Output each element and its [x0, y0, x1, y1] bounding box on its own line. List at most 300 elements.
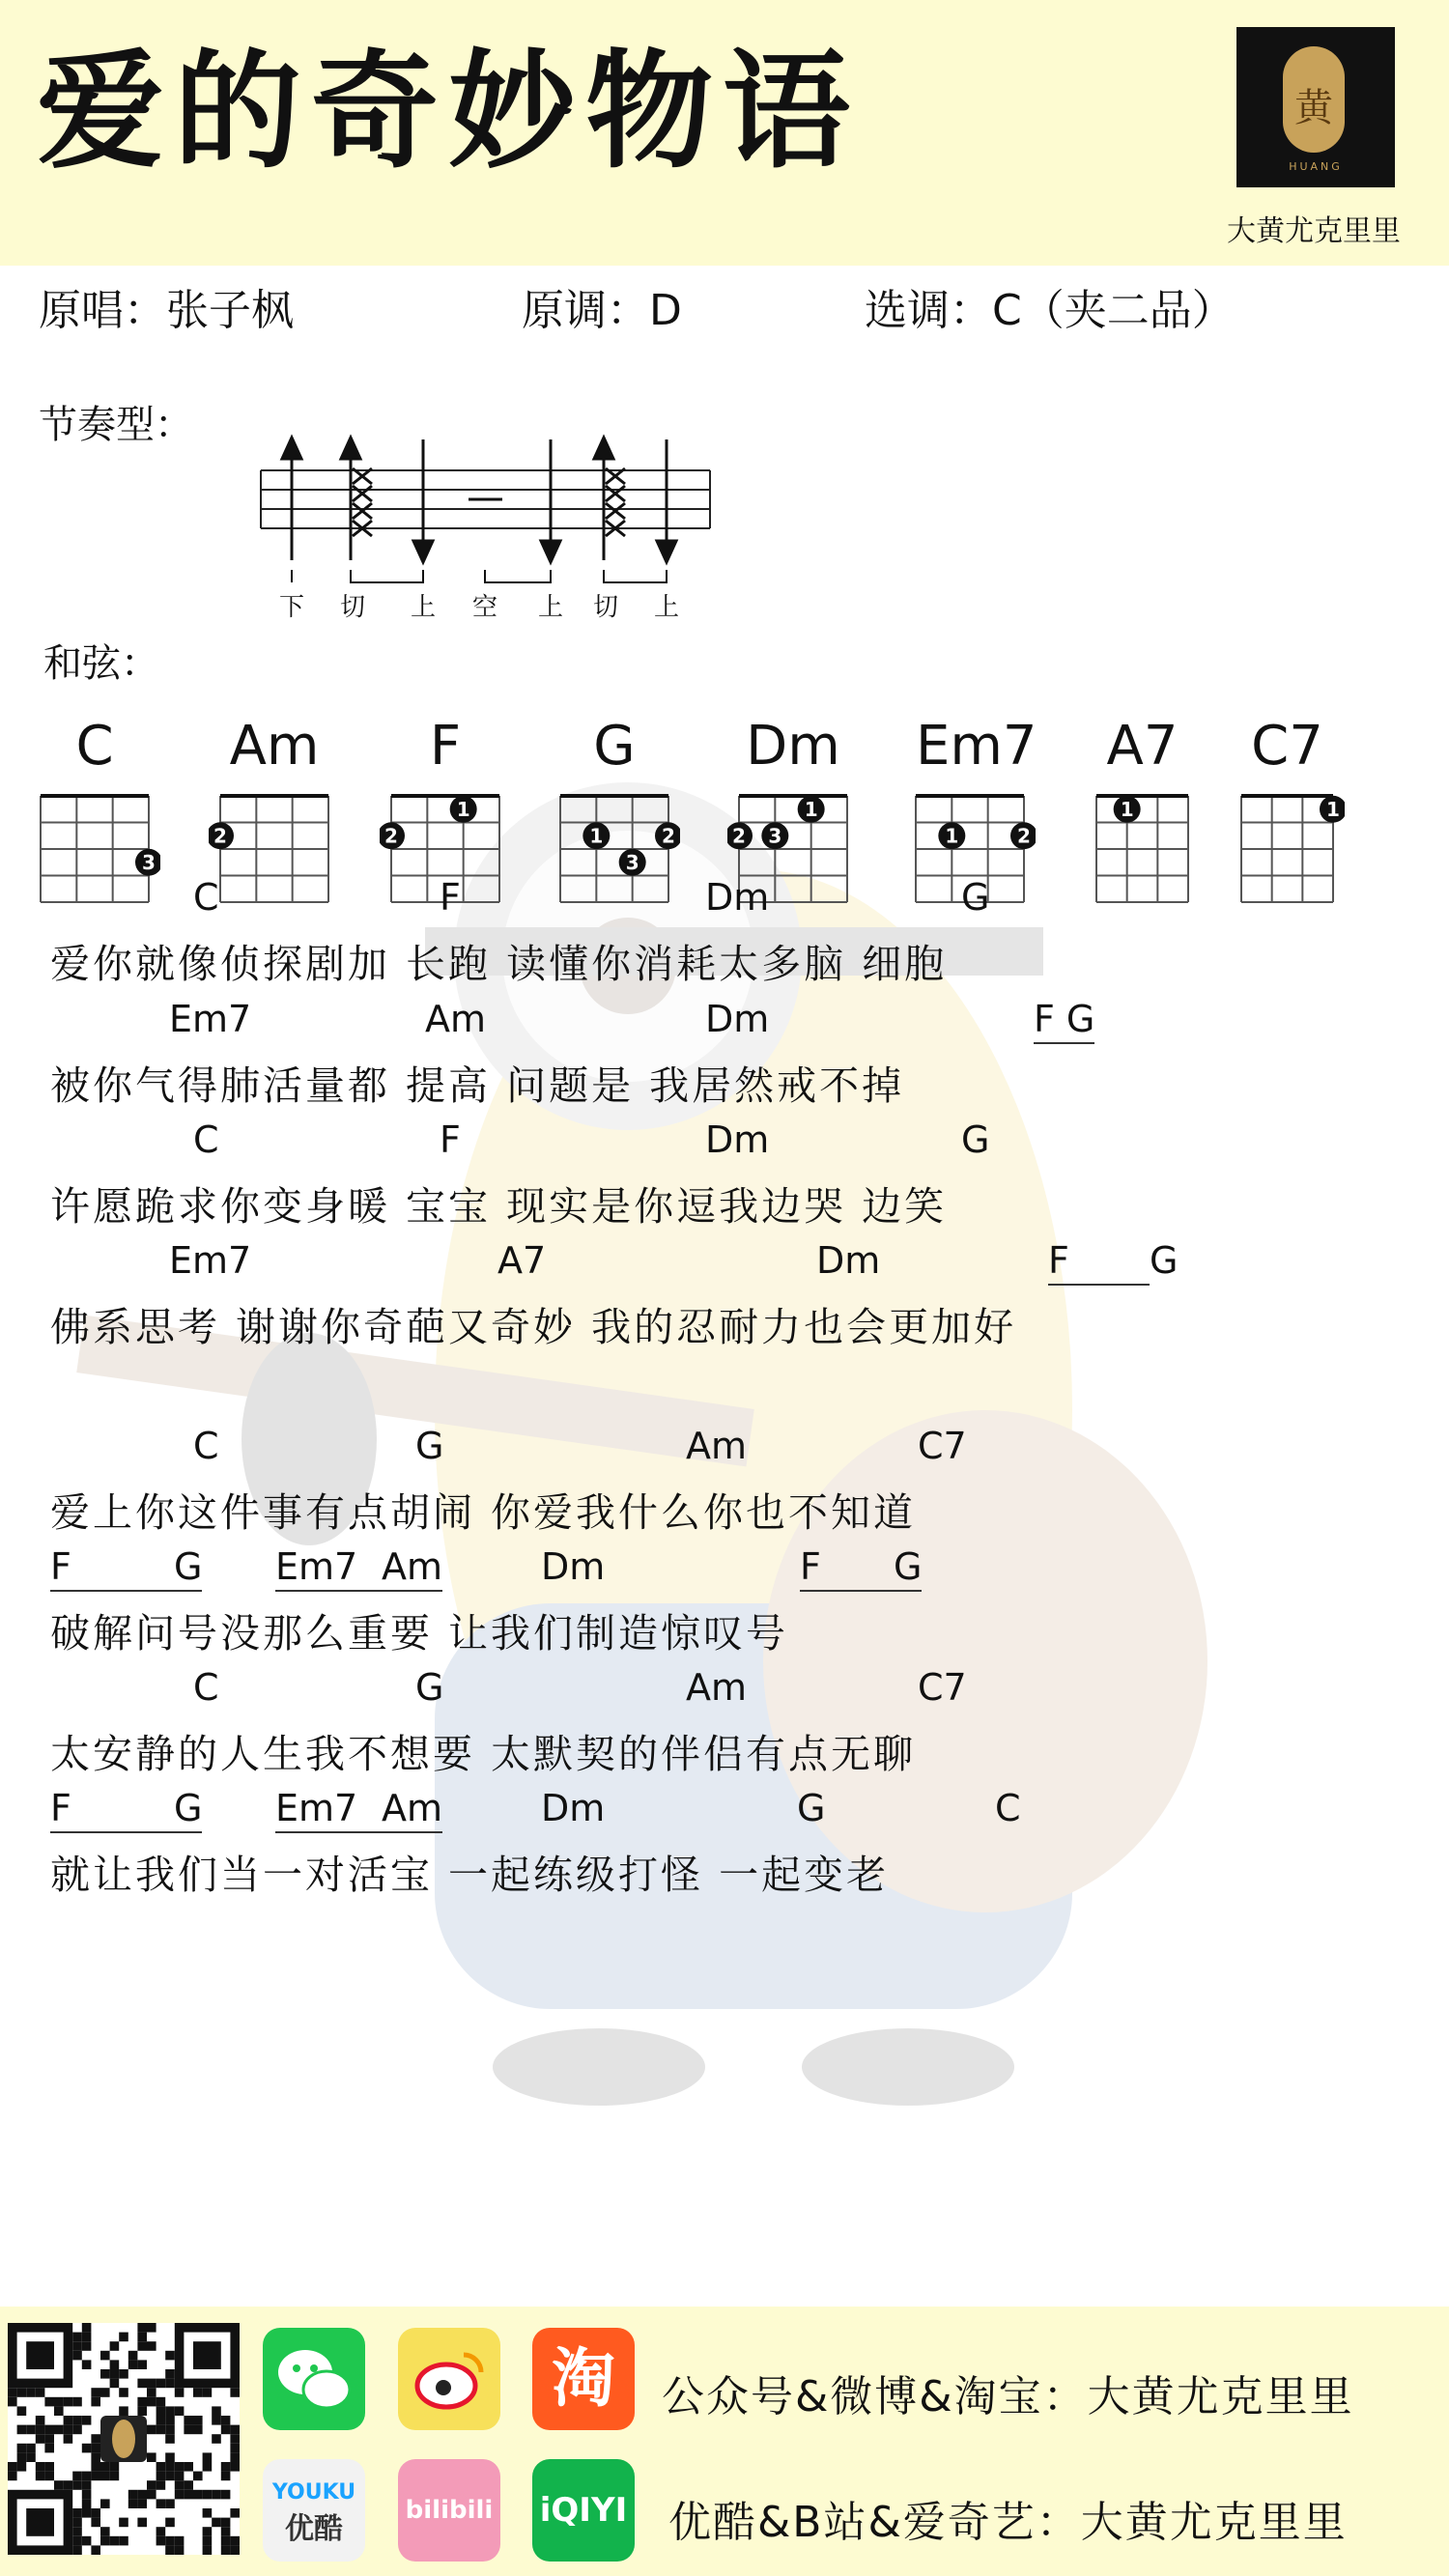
qr-module: [137, 2499, 147, 2508]
qr-module: [203, 2490, 213, 2500]
chord-mark: Em7: [275, 1787, 382, 1833]
chord-name-a7: A7: [1106, 715, 1179, 778]
qr-module: [17, 2388, 27, 2397]
finger-dot: [1010, 822, 1036, 849]
chord-mark: G: [174, 1787, 202, 1833]
qr-module: [175, 2545, 185, 2555]
qr-module: [203, 2536, 213, 2546]
chord-mark: Em7: [169, 1239, 252, 1282]
finger-dot: [450, 796, 477, 823]
chord-mark: F: [440, 876, 461, 919]
qr-module: [221, 2425, 231, 2435]
qr-module: [54, 2406, 64, 2416]
chord-mark: C7: [918, 1666, 967, 1709]
qr-module: [82, 2341, 92, 2351]
qr-module: [82, 2333, 92, 2342]
qr-module: [119, 2369, 128, 2379]
qr-module: [165, 2545, 175, 2555]
chord-mark: F: [800, 1545, 894, 1592]
qr-module: [82, 2508, 92, 2518]
qr-module: [156, 2527, 166, 2536]
qr-module: [110, 2341, 120, 2351]
rhythm-step: 上: [537, 593, 564, 622]
qr-module: [8, 2388, 17, 2397]
chord-mark: Dm: [705, 998, 770, 1040]
qr-module: [137, 2397, 147, 2407]
lyric-line: 许愿跪求你变身暖 宝宝 现实是你逗我边哭 边笑: [50, 1183, 948, 1230]
qr-module: [26, 2388, 36, 2397]
finger-number: 3: [625, 850, 639, 874]
qr-module: [91, 2518, 100, 2528]
chord-name-dm: Dm: [746, 715, 840, 778]
qr-module: [137, 2360, 147, 2369]
rhythm-step: 空: [471, 593, 498, 622]
qr-module: [212, 2406, 221, 2416]
qr-module: [156, 2406, 166, 2416]
qr-module: [230, 2434, 240, 2444]
chord-mark: C7: [918, 1425, 967, 1467]
qr-module: [17, 2406, 27, 2416]
qr-module: [230, 2388, 240, 2397]
qr-module: [72, 2425, 82, 2435]
chord-mark: F G: [1034, 998, 1094, 1044]
qr-module: [203, 2388, 213, 2397]
finger-number: 1: [1120, 797, 1134, 821]
qr-module: [193, 2490, 203, 2500]
qr-module: [175, 2462, 185, 2472]
finger-number: 2: [732, 824, 746, 848]
qr-module: [72, 2351, 82, 2361]
qr-module: [137, 2379, 147, 2389]
qr-module: [221, 2545, 231, 2555]
rhythm-label: 节奏型：: [39, 403, 193, 447]
chord-diagram-am: [209, 784, 340, 914]
qr-module: [26, 2444, 36, 2453]
qr-module: [72, 2508, 82, 2518]
chord-mark: A7: [497, 1239, 547, 1282]
rhythm-pattern: [256, 430, 720, 623]
qr-module: [165, 2518, 175, 2528]
chord-mark: G: [961, 1118, 990, 1161]
qr-module: [165, 2499, 175, 2508]
qr-module: [165, 2462, 175, 2472]
qr-module: [184, 2425, 193, 2435]
qr-module: [128, 2360, 138, 2369]
qr-module: [175, 2388, 185, 2397]
qr-module: [72, 2472, 82, 2481]
qr-module: [212, 2434, 221, 2444]
qr-module: [100, 2388, 110, 2397]
chord-mark: Em7: [275, 1545, 382, 1592]
lyric-line: 佛系思考 谢谢你奇葩又奇妙 我的忍耐力也会更加好: [50, 1304, 1017, 1350]
qr-module: [147, 2397, 156, 2407]
qr-module: [100, 2351, 110, 2361]
qr-module: [72, 2341, 82, 2351]
qr-module: [193, 2416, 203, 2425]
qr-module: [17, 2444, 27, 2453]
qr-module: [230, 2462, 240, 2472]
qr-module: [100, 2462, 110, 2472]
qr-module: [147, 2452, 156, 2462]
qr-module: [91, 2472, 100, 2481]
song-title: 爱的奇妙物语: [37, 38, 860, 186]
logo-seal: [1283, 46, 1345, 153]
original-key: 原调：D: [522, 286, 682, 335]
qr-module: [72, 2333, 82, 2342]
chord-mark: Am: [686, 1425, 748, 1467]
chord-mark: Am: [382, 1787, 442, 1833]
chord-mark: Dm: [541, 1545, 606, 1588]
qr-module: [165, 2536, 175, 2546]
qr-module: [221, 2527, 231, 2536]
qr-module: [82, 2323, 92, 2333]
qr-module: [184, 2490, 193, 2500]
lyric-line: 破解问号没那么重要 让我们制造惊叹号: [50, 1610, 789, 1656]
qr-module: [82, 2536, 92, 2546]
qr-module: [203, 2508, 213, 2518]
qr-module: [36, 2434, 45, 2444]
qr-module: [36, 2425, 45, 2435]
qr-module: [137, 2490, 147, 2500]
lyric-line: 太安静的人生我不想要 太默契的伴侣有点无聊: [50, 1731, 917, 1777]
qr-module: [72, 2416, 82, 2425]
qr-module: [147, 2388, 156, 2397]
qr-module: [147, 2480, 156, 2490]
qr-module: [82, 2416, 92, 2425]
qr-module: [165, 2369, 175, 2379]
qr-module: [36, 2472, 45, 2481]
qr-module: [128, 2499, 138, 2508]
chord-mark: C: [193, 876, 219, 919]
qr-module: [44, 2397, 54, 2407]
qr-module: [17, 2462, 27, 2472]
chord-name-c7: C7: [1251, 715, 1323, 778]
qr-module: [36, 2388, 45, 2397]
finger-dot: [380, 822, 405, 849]
qr-module: [72, 2480, 82, 2490]
chord-diagram-c: [29, 784, 160, 914]
qr-module: [193, 2388, 203, 2397]
finger-dot: [582, 822, 610, 849]
qr-module: [91, 2545, 100, 2555]
finger-number: 2: [1017, 824, 1031, 848]
chord-name-f: F: [429, 715, 462, 778]
qr-module: [119, 2388, 128, 2397]
bilibili-icon: bilibili: [398, 2459, 500, 2562]
qr-module: [203, 2452, 213, 2462]
finger-dot: [798, 796, 825, 823]
qr-module: [119, 2518, 128, 2528]
qr-module: [110, 2472, 120, 2481]
qr-module: [165, 2452, 175, 2462]
brand-logo: [1236, 27, 1395, 187]
qr-module: [44, 2425, 54, 2435]
qr-module: [184, 2480, 193, 2490]
qr-module: [44, 2462, 54, 2472]
qr-module: [54, 2425, 64, 2435]
lyric-line: 爱你就像侦探剧加 长跑 读懂你消耗太多脑 细胞: [50, 941, 948, 987]
qr-module: [54, 2480, 64, 2490]
qr-module: [175, 2490, 185, 2500]
qr-module: [100, 2527, 110, 2536]
finger-dot: [1114, 796, 1141, 823]
qr-finder: [193, 2341, 221, 2369]
rhythm-step: 切: [339, 593, 366, 622]
qr-module: [221, 2518, 231, 2528]
rhythm-step: 切: [592, 593, 619, 622]
qr-module: [147, 2379, 156, 2389]
qr-module: [110, 2360, 120, 2369]
qr-module: [221, 2462, 231, 2472]
qr-module: [165, 2425, 175, 2435]
qr-module: [147, 2425, 156, 2435]
qr-module: [82, 2444, 92, 2453]
qr-module: [156, 2536, 166, 2546]
qr-module: [91, 2444, 100, 2453]
qr-module: [230, 2545, 240, 2555]
qr-module: [100, 2369, 110, 2379]
chord-mark: F: [1048, 1239, 1150, 1286]
qr-module: [64, 2425, 73, 2435]
finger-number: 1: [804, 797, 818, 821]
qr-module: [17, 2425, 27, 2435]
qr-module: [175, 2472, 185, 2481]
chord-mark: Am: [425, 998, 487, 1040]
finger-dot: [655, 822, 680, 849]
qr-module: [175, 2536, 185, 2546]
qr-module: [91, 2462, 100, 2472]
finger-number: 2: [662, 824, 675, 848]
qr-module: [165, 2472, 175, 2481]
qr-module: [137, 2518, 147, 2528]
chord-mark: G: [415, 1425, 444, 1467]
brand-name: 大黄尤克里里: [1227, 214, 1401, 248]
qr-finder: [26, 2508, 54, 2536]
qr-module: [193, 2472, 203, 2481]
qr-module: [230, 2444, 240, 2453]
rhythm-step: 上: [410, 593, 437, 622]
qr-module: [203, 2527, 213, 2536]
qr-module: [221, 2416, 231, 2425]
qr-code: [8, 2323, 240, 2555]
qr-module: [156, 2480, 166, 2490]
qr-module: [165, 2416, 175, 2425]
selected-key: 选调：C（夹二品）: [865, 286, 1235, 335]
finger-dot: [938, 822, 965, 849]
qr-module: [156, 2499, 166, 2508]
iqiyi-icon: iQIYI: [532, 2459, 635, 2562]
chord-name-em7: Em7: [916, 715, 1037, 778]
chord-mark: Am: [686, 1666, 748, 1709]
qr-module: [137, 2406, 147, 2416]
finger-number: 1: [945, 824, 959, 848]
qr-module: [44, 2434, 54, 2444]
chord-name-g: G: [593, 715, 636, 778]
qr-module: [147, 2323, 156, 2333]
qr-module: [230, 2452, 240, 2462]
qr-module: [110, 2379, 120, 2389]
qr-module: [156, 2462, 166, 2472]
qr-module: [175, 2480, 185, 2490]
qr-module: [212, 2416, 221, 2425]
chord-mark: C: [193, 1666, 219, 1709]
qr-module: [203, 2462, 213, 2472]
qr-module: [203, 2545, 213, 2555]
qr-module: [72, 2545, 82, 2555]
qr-module: [221, 2490, 231, 2500]
qr-module: [156, 2416, 166, 2425]
qr-module: [82, 2490, 92, 2500]
finger-dot: [135, 849, 160, 876]
chord-mark: C: [995, 1787, 1021, 1829]
qr-module: [110, 2536, 120, 2546]
qr-module: [64, 2397, 73, 2407]
qr-module: [64, 2480, 73, 2490]
qr-module: [44, 2472, 54, 2481]
qr-module: [64, 2416, 73, 2425]
qr-module: [26, 2425, 36, 2435]
chord-name-c: C: [75, 715, 114, 778]
qr-module: [221, 2536, 231, 2546]
qr-module: [110, 2462, 120, 2472]
qr-module: [165, 2406, 175, 2416]
qr-module: [221, 2472, 231, 2481]
finger-number: 1: [589, 824, 604, 848]
qr-module: [72, 2397, 82, 2407]
chord-diagram-g: [549, 784, 680, 914]
lyric-line: 爱上你这件事有点胡闹 你爱我什么你也不知道: [50, 1489, 917, 1536]
qr-finder: [26, 2341, 54, 2369]
qr-module: [26, 2452, 36, 2462]
qr-module: [137, 2333, 147, 2342]
qr-module: [54, 2397, 64, 2407]
qr-module: [119, 2536, 128, 2546]
qr-module: [212, 2518, 221, 2528]
chord-mark: G: [894, 1545, 922, 1592]
finger-number: 1: [1326, 797, 1340, 821]
chord-mark: G: [415, 1666, 444, 1709]
qr-module: [230, 2536, 240, 2546]
qr-module: [8, 2397, 17, 2407]
finger-dot: [727, 822, 753, 849]
qr-module: [82, 2472, 92, 2481]
rhythm-step: 上: [653, 593, 680, 622]
qr-module: [64, 2434, 73, 2444]
chord-mark: G: [1150, 1239, 1179, 1282]
chord-mark: G: [797, 1787, 826, 1829]
qr-module: [110, 2369, 120, 2379]
qr-module: [17, 2452, 27, 2462]
finger-dot: [761, 822, 788, 849]
footer-line-social: 公众号&微博&淘宝：大黄尤克里里: [662, 2372, 1354, 2421]
finger-number: 1: [456, 797, 470, 821]
chord-mark: Dm: [541, 1787, 606, 1829]
qr-module: [165, 2379, 175, 2389]
qr-module: [165, 2351, 175, 2361]
qr-module: [156, 2472, 166, 2481]
qr-module: [184, 2462, 193, 2472]
finger-dot: [1320, 796, 1345, 823]
qr-module: [72, 2527, 82, 2536]
logo-glyph: 黄: [1294, 86, 1333, 130]
qr-logo-seal: [112, 2420, 135, 2458]
taobao-icon: 淘: [532, 2328, 635, 2430]
finger-number: 2: [213, 824, 227, 848]
chord-diagram-c7: [1230, 784, 1345, 914]
chord-mark: Am: [382, 1545, 442, 1592]
chord-mark: Dm: [705, 1118, 770, 1161]
qr-module: [82, 2499, 92, 2508]
qr-module: [165, 2434, 175, 2444]
qr-module: [230, 2425, 240, 2435]
chord-mark: C: [193, 1425, 219, 1467]
qr-module: [156, 2379, 166, 2389]
footer-line-video: 优酷&B站&爱奇艺：大黄尤克里里: [668, 2498, 1348, 2547]
chords-label: 和弦：: [43, 641, 159, 686]
qr-module: [119, 2406, 128, 2416]
qr-module: [100, 2536, 110, 2546]
qr-module: [91, 2434, 100, 2444]
finger-number: 3: [768, 824, 782, 848]
qr-module: [36, 2462, 45, 2472]
qr-module: [128, 2490, 138, 2500]
singer-info: 原唱：张子枫: [39, 286, 294, 335]
finger-dot: [209, 822, 234, 849]
youku-icon: [263, 2459, 365, 2562]
qr-module: [230, 2508, 240, 2518]
qr-module: [72, 2536, 82, 2546]
qr-module: [100, 2472, 110, 2481]
chord-mark: G: [174, 1545, 202, 1592]
qr-module: [193, 2425, 203, 2435]
qr-module: [82, 2360, 92, 2369]
rhythm-step: 下: [278, 593, 305, 622]
finger-dot: [619, 849, 646, 876]
chord-name-am: Am: [229, 715, 320, 778]
qr-module: [8, 2472, 17, 2481]
qr-module: [156, 2397, 166, 2407]
chord-mark: G: [961, 876, 990, 919]
chord-mark: F: [440, 1118, 461, 1161]
finger-number: 3: [142, 850, 156, 874]
logo-caption: HUANG: [1289, 160, 1343, 173]
qr-module: [147, 2490, 156, 2500]
qr-module: [137, 2341, 147, 2351]
qr-module: [72, 2518, 82, 2528]
finger-number: 2: [384, 824, 398, 848]
qr-module: [8, 2462, 17, 2472]
qr-module: [137, 2323, 147, 2333]
chord-diagram-a7: [1085, 784, 1200, 914]
qr-module: [184, 2416, 193, 2425]
qr-module: [147, 2341, 156, 2351]
lyric-line: 就让我们当一对活宝 一起练级打怪 一起变老: [50, 1852, 890, 1898]
qr-module: [175, 2406, 185, 2416]
qr-module: [91, 2452, 100, 2462]
qr-module: [82, 2480, 92, 2490]
qr-module: [100, 2499, 110, 2508]
lyric-line: 被你气得肺活量都 提高 问题是 我居然戒不掉: [50, 1062, 905, 1109]
qr-module: [91, 2508, 100, 2518]
weibo-icon: [398, 2328, 500, 2430]
qr-module: [212, 2490, 221, 2500]
chord-mark: F: [50, 1787, 174, 1833]
qr-module: [36, 2416, 45, 2425]
chord-mark: C: [193, 1118, 219, 1161]
qr-module: [91, 2397, 100, 2407]
chord-mark: F: [50, 1545, 174, 1592]
qr-module: [119, 2333, 128, 2342]
